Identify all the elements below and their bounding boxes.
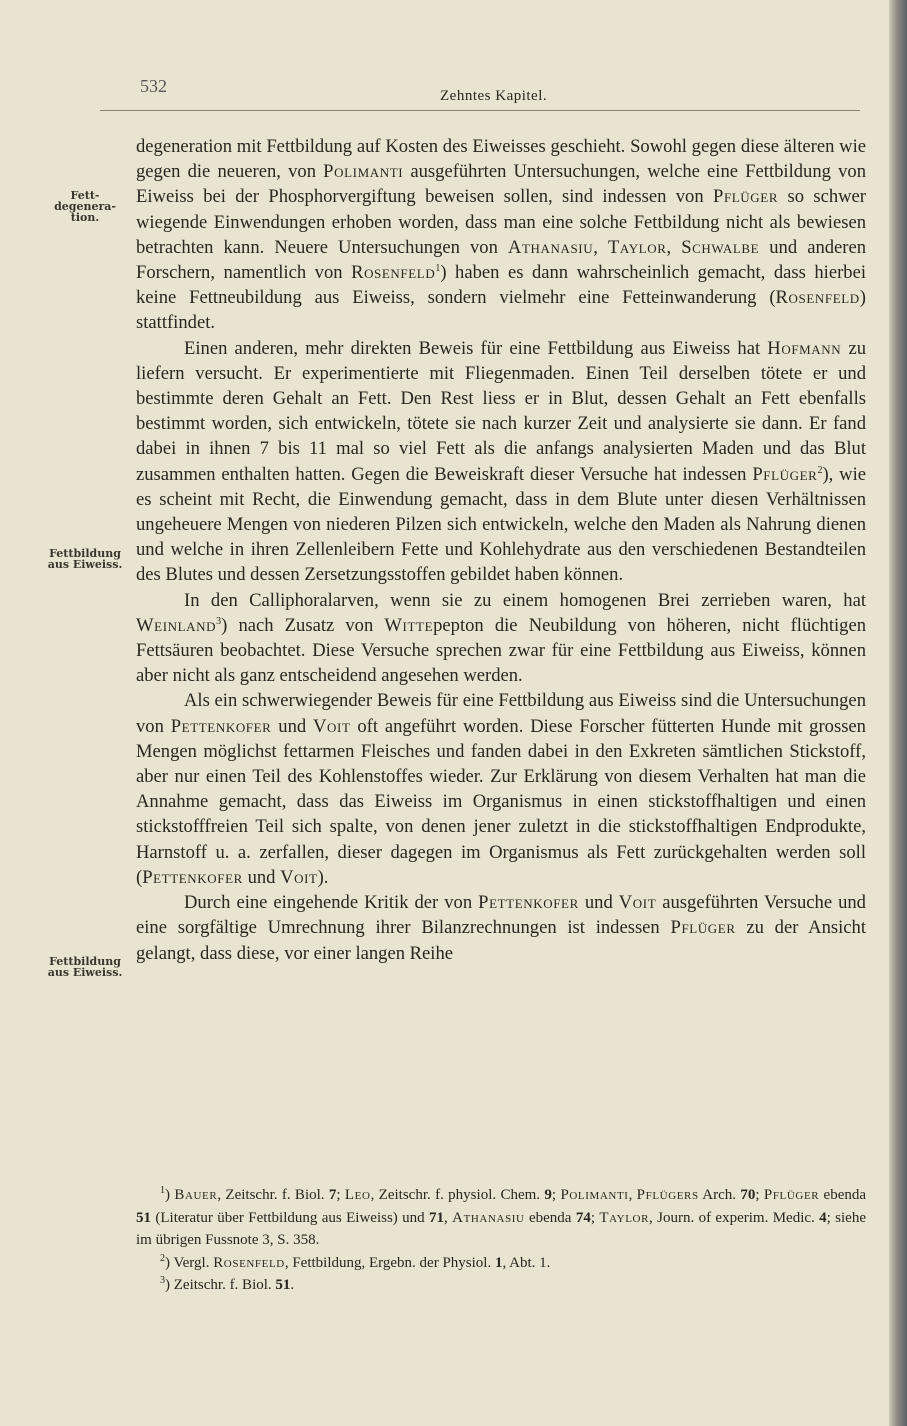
author-name: Taylor [599, 1209, 649, 1226]
margin-note-line: tion. [70, 211, 100, 224]
text-run: ) nach Zusatz von [221, 614, 385, 636]
footnote-1 [136, 1184, 866, 1252]
volume-number: 70 [740, 1187, 756, 1203]
text-run: ebenda [524, 1209, 576, 1226]
paragraph-3 [136, 588, 866, 689]
text-run: zu der Ansicht gelangt, dass diese, vor einer langen Reihe [136, 917, 866, 964]
author-name: Polimanti [323, 161, 404, 183]
text-run: , Fettbildung, Ergebn. der Physiol. [284, 1254, 495, 1271]
text-run: ; [551, 1187, 561, 1203]
author-name: Voit [618, 892, 657, 914]
footnote-marker: 1 [160, 1185, 165, 1196]
footnote-marker: 1 [435, 262, 441, 274]
author-name: Polimanti [560, 1187, 629, 1203]
text-run: und [578, 892, 619, 914]
text-run: und anderen Forschern, namentlich von [136, 236, 867, 284]
margin-note-line: Fettbildung [49, 547, 121, 560]
volume-number: 1 [494, 1254, 503, 1271]
volume-number: 74 [575, 1209, 591, 1226]
author-name: Rosenfeld [775, 287, 860, 309]
volume-number: 4 [819, 1209, 827, 1226]
author-name: Hofmann [767, 337, 842, 359]
text-run: degeneration mit Fettbildung auf Kosten des Eiweisses geschieht. Sowohl gegen diese älteren wie gegen die neueren, von [136, 136, 866, 183]
text-run: , [444, 1209, 453, 1226]
footnote-3 [136, 1274, 866, 1297]
volume-number: 7 [328, 1187, 337, 1203]
text-run: , Zeitschr. f. physiol. Chem. [370, 1187, 545, 1203]
author-name: Schwalbe [681, 236, 760, 258]
author-name: Rosenfeld [351, 262, 436, 284]
text-run: , Abt. 1. [502, 1254, 551, 1271]
margin-note-line: aus Eiweiss. [47, 966, 123, 979]
author-name: Taylor [607, 236, 667, 258]
text-run: so schwer wiegende Einwendungen erhoben worden, dass man eine solche Fettbildung nicht als bewiesen betrachten kann. Neuere Untersuchungen von [136, 186, 867, 258]
text-run: In den Calliphoralarven, wenn sie zu einem homogenen Brei zerrieben waren, hat [184, 589, 866, 611]
text-run: ebenda [819, 1187, 867, 1203]
author-name: Rosenfeld [213, 1254, 285, 1271]
text-run: , [666, 236, 682, 258]
author-name: Athanasiu [452, 1209, 525, 1226]
author-name: Weinland [136, 614, 217, 636]
author-name: Pflüger [670, 917, 736, 939]
margin-note-line: Fett- [70, 189, 100, 202]
paragraph-1 [136, 134, 866, 336]
text-run: ; [590, 1209, 600, 1226]
text-run: ; [755, 1187, 764, 1203]
text-run: (Literatur über Fettbildung aus Eiweiss) und [151, 1209, 430, 1226]
margin-note-line: Fettbildung [49, 955, 121, 968]
margin-note-line: aus Eiweiss. [47, 558, 123, 571]
footnote-marker: 3 [216, 615, 222, 627]
text-run: ausgeführten Untersuchungen, welche eine Fettbildung von Eiweiss bei der Phosphorvergiftung beweisen sollen, sind indessen von [136, 161, 866, 208]
text-run: , Zeitschr. f. Biol. [217, 1187, 329, 1203]
author-name: Pettenkofer [478, 892, 579, 914]
running-head: Zehntes Kapitel. [440, 88, 548, 104]
footnote-marker: 2 [817, 464, 823, 476]
author-name: Witte [384, 614, 434, 636]
author-name: Pflüger [713, 186, 779, 208]
paragraph-5 [136, 890, 866, 966]
text-run: ) stattfindet. [136, 287, 866, 334]
text-run: pepton die Neubildung von höheren, nicht flüchtigen Fettsäuren beobachtet. Diese Versuche sprechen zwar für eine Fettbildung aus Eiweiss, können aber nicht als ganz entscheidend angesehen werden. [136, 614, 866, 687]
text-run: zu liefern versucht. Er experimentierte mit Fliegenmaden. Einen Teil derselben tötete er und bestimmte deren Gehalt an Fett. Den Rest liess er in Blut, dessen Gehalt an Fett ebenfalls bestimmt worden, sich entwickeln, tötete sie nach kurzer Zeit und analysierte sie dann. Er fand dabei in ihnen 7 bis 11 mal so viel Fett als die anfangs analysierten Maden und das Blut zusammen enthalten hatten. Gegen die Beweiskraft dieser Versuche hat indessen [136, 337, 866, 485]
author-name: Pflüger [752, 463, 818, 485]
text-run: Einen anderen, mehr direkten Beweis für eine Fettbildung aus Eiweiss hat [184, 337, 768, 359]
author-name: Voit [280, 866, 318, 888]
text-run: ) Vergl. [165, 1254, 214, 1271]
text-run: ; [336, 1187, 345, 1203]
margin-note-fettdegeneration [44, 190, 126, 223]
text-run: , [628, 1187, 637, 1203]
text-run: ) haben es dann wahrscheinlich gemacht, dass hierbei keine Fettneubildung aus Eiweiss, sondern vielmehr eine Fetteinwanderung ( [136, 262, 866, 309]
paragraph-2 [136, 336, 866, 588]
text-run: , [593, 236, 608, 258]
volume-number: 51 [136, 1209, 151, 1226]
text-run: oft angeführt worden. Diese Forscher fütterten Hunde mit grossen Mengen möglichst fettarmen Fleisches und fanden dabei in den Exkreten sämtlichen Stickstoff, aber nur einen Teil des Kohlenstoffes wieder. Zur Erklärung von diesem Verhalten hat man die Annahme gemacht, dass das Eiweiss im Organismus in einen stickstoffhaltigen und einen stickstofffreien Teil sich spalte, von denen jener zuletzt in die stickstoffhaltigen Endprodukte, Harnstoff u. a. zerfallen, dieser dagegen im Organismus als Fett zurückgehalten werden soll ( [136, 715, 866, 888]
text-run: Durch eine eingehende Kritik der von [184, 892, 479, 914]
page-number: 532 [140, 76, 167, 96]
paragraph-4 [136, 688, 866, 890]
volume-number: 51 [275, 1277, 291, 1293]
text-run: ), wie es scheint mit Recht, die Einwendung gemacht, dass in dem Blute unter diesen Verhältnissen ungeheuere Mengen von niederen Pilzen sich entwickeln, welche den Maden als Nahrung dienen und welche in ihren Zellenleibern Fette und Kohlehydrate aus den verschiedenen Bestandteilen des Blutes und dessen Zersetzungsstoffen gebildet haben können. [136, 463, 866, 586]
author-name: Bauer [174, 1187, 218, 1203]
page-edge [889, 0, 907, 1426]
footnote-marker: 3 [160, 1275, 165, 1286]
author-name: Pflügers [636, 1187, 699, 1203]
text-run: Als ein schwerwiegender Beweis für eine Fettbildung aus Eiweiss sind die Untersuchungen von [136, 690, 866, 737]
page-header [100, 76, 860, 111]
text-run: ausgeführten Versuche und eine sorgfältige Umrechnung ihrer Bilanzrechnungen ist indessen [136, 892, 866, 939]
text-run: , Journ. of experim. Medic. [649, 1209, 820, 1226]
text-run: Arch. [698, 1187, 741, 1203]
author-name: Voit [313, 715, 351, 737]
author-name: Athanasiu [507, 236, 594, 258]
author-name: Pettenkofer [170, 715, 272, 737]
text-run: . [290, 1277, 295, 1293]
author-name: Pettenkofer [142, 866, 243, 888]
margin-note-line: degenera- [54, 200, 116, 213]
text-run: ) [165, 1187, 175, 1203]
body-text [136, 134, 866, 966]
footnote-marker: 2 [160, 1252, 165, 1264]
text-run: ) Zeitschr. f. Biol. [165, 1277, 276, 1293]
volume-number: 71 [429, 1209, 445, 1226]
volume-number: 9 [544, 1187, 552, 1203]
margin-note-fettbildung-2 [44, 956, 126, 978]
text-run: ; siehe im übrigen Fussnote 3, S. 358. [136, 1209, 866, 1248]
footnotes [136, 1184, 866, 1297]
footnote-2 [136, 1252, 866, 1275]
margin-note-fettbildung-1 [44, 548, 126, 570]
text-run: und [242, 866, 281, 888]
author-name: Leo [344, 1187, 371, 1203]
text-run: und [271, 715, 314, 737]
author-name: Pflüger [763, 1187, 820, 1203]
text-run: ). [317, 866, 329, 888]
